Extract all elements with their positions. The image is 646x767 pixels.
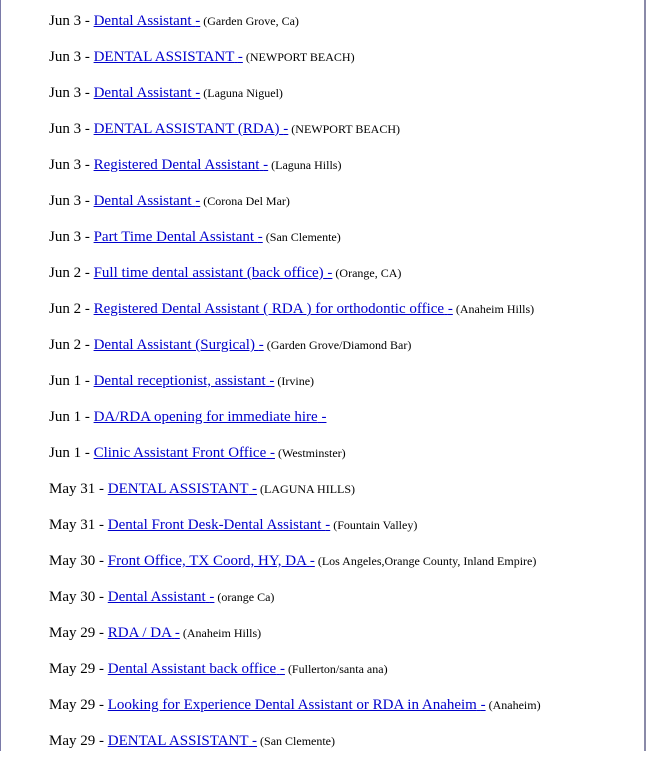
job-title-link[interactable]: Dental Assistant - — [107, 589, 215, 605]
date-separator: - — [99, 733, 104, 749]
date-separator: - — [84, 265, 90, 281]
job-location: (San Clemente) — [265, 230, 341, 244]
list-item — [49, 191, 541, 227]
job-title-link[interactable]: Dental receptionist, assistant - — [93, 373, 275, 389]
job-title-link[interactable]: DENTAL ASSISTANT (RDA) - — [93, 121, 289, 137]
date-separator: - — [99, 589, 104, 605]
date-separator: - — [99, 481, 104, 497]
date-separator: - — [99, 625, 104, 641]
list-item — [49, 587, 541, 623]
job-title-link[interactable]: Dental Assistant - — [93, 13, 201, 29]
job-title-link[interactable]: Full time dental assistant (back office) - — [93, 265, 333, 281]
job-location: (Orange, CA) — [335, 266, 402, 280]
job-location: (LAGUNA HILLS) — [260, 482, 356, 496]
list-item — [49, 479, 541, 515]
posting-date: Jun 3 — [49, 49, 82, 65]
list-item — [49, 695, 541, 731]
list-item — [49, 263, 541, 299]
job-location: (NEWPORT BEACH) — [291, 122, 401, 136]
list-item — [49, 515, 541, 551]
job-location: (Fountain Valley) — [333, 518, 418, 532]
job-location: (Irvine) — [277, 374, 315, 388]
date-separator: - — [84, 373, 90, 389]
job-location: (Anaheim Hills) — [182, 626, 262, 640]
list-item — [49, 83, 541, 119]
job-location: (Anaheim) — [488, 698, 541, 712]
job-title-link[interactable]: DENTAL ASSISTANT - — [107, 481, 258, 497]
job-location: (Laguna Hills) — [271, 158, 342, 172]
job-title-link[interactable]: Registered Dental Assistant ( RDA ) for orthodontic office - — [93, 301, 453, 317]
posting-date: Jun 3 — [49, 229, 82, 245]
posting-date: Jun 3 — [49, 157, 82, 173]
job-location: (NEWPORT BEACH) — [245, 50, 355, 64]
job-title-link[interactable]: Dental Assistant (Surgical) - — [93, 337, 264, 353]
date-separator: - — [84, 157, 90, 173]
job-location: (San Clemente) — [260, 734, 336, 748]
job-location: (Westminster) — [277, 446, 346, 460]
posting-date: Jun 1 — [49, 373, 82, 389]
job-title-link[interactable]: Dental Assistant - — [93, 85, 201, 101]
list-item — [49, 551, 541, 587]
list-item — [49, 659, 541, 695]
posting-date: May 29 — [49, 697, 96, 713]
date-separator: - — [99, 553, 104, 569]
job-location: (Fullerton/santa ana) — [287, 662, 388, 676]
job-title-link[interactable]: Looking for Experience Dental Assistant or RDA in Anaheim - — [107, 697, 486, 713]
list-item — [49, 371, 541, 407]
posting-date: May 29 — [49, 661, 96, 677]
date-separator: - — [84, 337, 90, 353]
date-separator: - — [84, 121, 90, 137]
posting-date: Jun 1 — [49, 445, 82, 461]
date-separator: - — [84, 409, 90, 425]
job-location: (Los Angeles,Orange County, Inland Empire) — [317, 554, 537, 568]
date-separator: - — [99, 661, 104, 677]
list-item — [49, 623, 541, 659]
list-item — [49, 119, 541, 155]
job-title-link[interactable]: Front Office, TX Coord, HY, DA - — [107, 553, 315, 569]
list-item — [49, 227, 541, 263]
date-separator: - — [84, 229, 90, 245]
posting-date: Jun 2 — [49, 301, 82, 317]
posting-date: May 31 — [49, 517, 96, 533]
posting-date: May 30 — [49, 553, 96, 569]
list-item — [49, 335, 541, 371]
job-location: (orange Ca) — [217, 590, 275, 604]
page-left-border — [0, 0, 1, 751]
date-separator: - — [99, 517, 104, 533]
posting-date: May 31 — [49, 481, 96, 497]
posting-date: Jun 3 — [49, 13, 82, 29]
list-item — [49, 731, 541, 767]
job-title-link[interactable]: Dental Front Desk-Dental Assistant - — [107, 517, 331, 533]
job-title-link[interactable]: DENTAL ASSISTANT - — [93, 49, 243, 65]
posting-date: May 30 — [49, 589, 96, 605]
list-item — [49, 443, 541, 479]
posting-date: Jun 3 — [49, 85, 82, 101]
date-separator: - — [84, 49, 90, 65]
posting-date: Jun 1 — [49, 409, 82, 425]
posting-date: Jun 3 — [49, 121, 82, 137]
job-title-link[interactable]: RDA / DA - — [107, 625, 180, 641]
posting-date: May 29 — [49, 625, 96, 641]
list-item — [49, 47, 541, 83]
posting-date: Jun 2 — [49, 337, 82, 353]
posting-date: May 29 — [49, 733, 96, 749]
date-separator: - — [84, 193, 90, 209]
date-separator: - — [84, 13, 90, 29]
list-item — [49, 407, 541, 443]
job-title-link[interactable]: Dental Assistant - — [93, 193, 201, 209]
date-separator: - — [84, 301, 90, 317]
list-item — [49, 11, 541, 47]
job-location: (Laguna Niguel) — [203, 86, 283, 100]
date-separator: - — [84, 445, 90, 461]
posting-date: Jun 3 — [49, 193, 82, 209]
job-title-link[interactable]: Registered Dental Assistant - — [93, 157, 269, 173]
job-location: (Corona Del Mar) — [203, 194, 290, 208]
posting-date: Jun 2 — [49, 265, 82, 281]
job-title-link[interactable]: Clinic Assistant Front Office - — [93, 445, 275, 461]
job-listing — [49, 11, 541, 767]
job-title-link[interactable]: Part Time Dental Assistant - — [93, 229, 263, 245]
job-title-link[interactable]: DA/RDA opening for immediate hire - — [93, 409, 327, 425]
job-location: (Garden Grove, Ca) — [203, 14, 299, 28]
job-location: (Garden Grove/Diamond Bar) — [266, 338, 412, 352]
list-item — [49, 155, 541, 191]
job-title-link[interactable]: Dental Assistant back office - — [107, 661, 285, 677]
list-item — [49, 299, 541, 335]
job-title-link[interactable]: DENTAL ASSISTANT - — [107, 733, 258, 749]
date-separator: - — [84, 85, 90, 101]
date-separator: - — [99, 697, 104, 713]
job-location: (Anaheim Hills) — [455, 302, 535, 316]
